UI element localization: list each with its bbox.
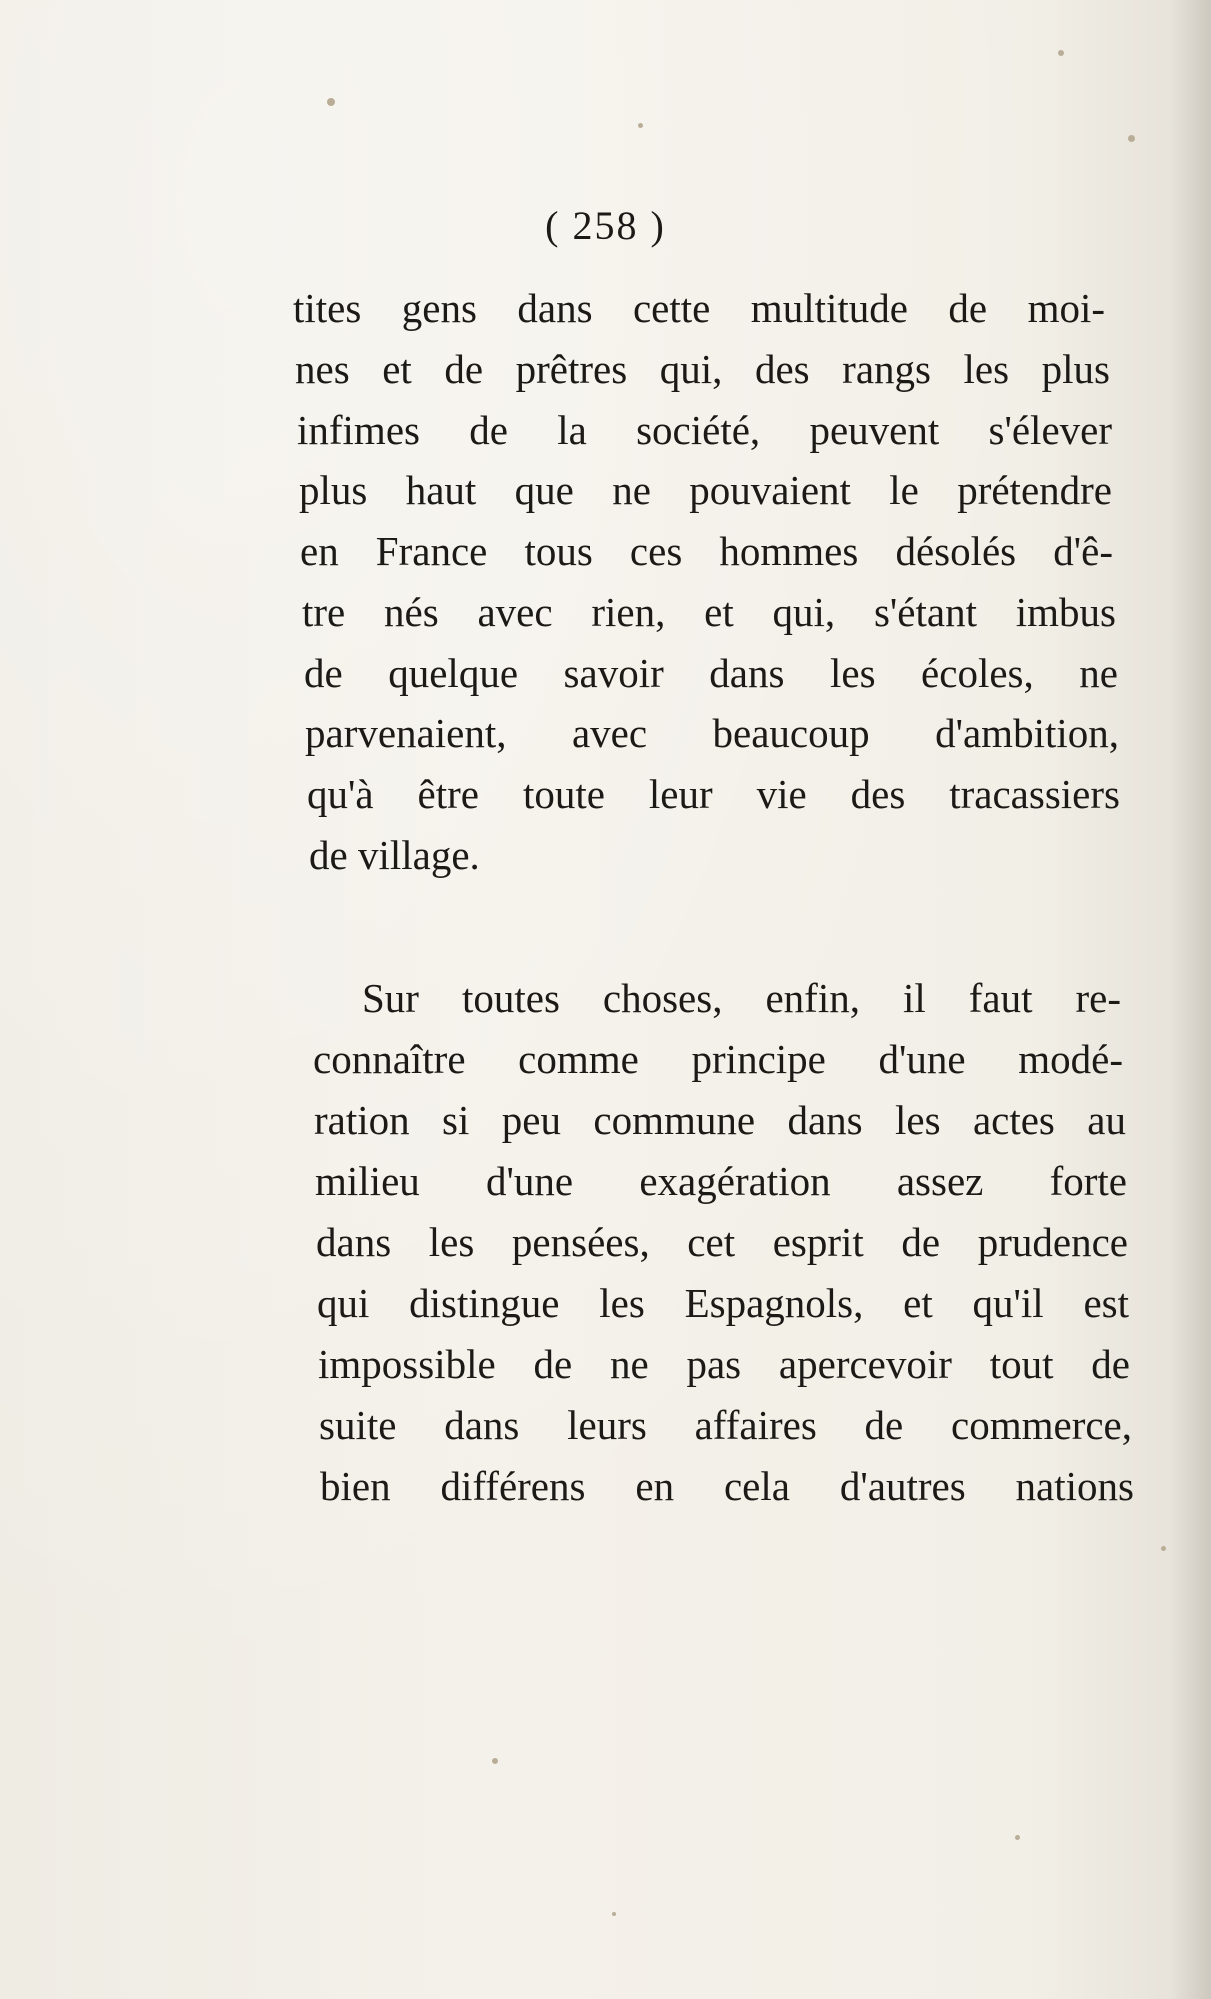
paper-speck	[1161, 1546, 1166, 1551]
paper-speck	[492, 1758, 498, 1764]
text-line: de quelque savoir dans les écoles, ne	[304, 650, 1118, 696]
paper-speck	[638, 123, 643, 128]
text-line: infimes de la société, peuvent s'élever	[297, 407, 1112, 453]
page-edge-shadow	[1171, 0, 1211, 1999]
text-line: parvenaient, avec beaucoup d'ambition,	[305, 710, 1119, 756]
paper-speck	[1015, 1835, 1020, 1840]
text-line: bien différens en cela d'autres nations	[320, 1463, 1134, 1509]
text-line: milieu d'une exagération assez forte	[315, 1158, 1127, 1204]
text-line: tre nés avec rien, et qui, s'étant imbus	[302, 589, 1116, 635]
paper-speck	[1058, 50, 1064, 56]
text-line: de village.	[309, 832, 480, 878]
page-number: ( 258 )	[545, 203, 666, 248]
text-line: impossible de ne pas apercevoir tout de	[318, 1341, 1130, 1387]
text-line: connaître comme principe d'une modé-	[313, 1036, 1123, 1082]
text-line: nes et de prêtres qui, des rangs les plus	[295, 346, 1110, 392]
paper-speck	[327, 98, 335, 106]
text-line: qu'à être toute leur vie des tracassiers	[307, 771, 1120, 817]
paper-speck	[612, 1912, 616, 1916]
text-line: plus haut que ne pouvaient le prétendre	[299, 467, 1112, 513]
paper-speck	[1128, 135, 1135, 142]
text-line: tites gens dans cette multitude de moi-	[293, 285, 1105, 331]
text-line: qui distingue les Espagnols, et qu'il est	[317, 1280, 1129, 1326]
text-line: dans les pensées, cet esprit de prudence	[316, 1219, 1128, 1265]
text-line: en France tous ces hommes désolés d'ê-	[300, 528, 1113, 574]
text-line: Sur toutes choses, enfin, il faut re-	[362, 975, 1121, 1021]
text-line: suite dans leurs affaires de commerce,	[319, 1402, 1132, 1448]
text-line: ration si peu commune dans les actes au	[314, 1097, 1126, 1143]
